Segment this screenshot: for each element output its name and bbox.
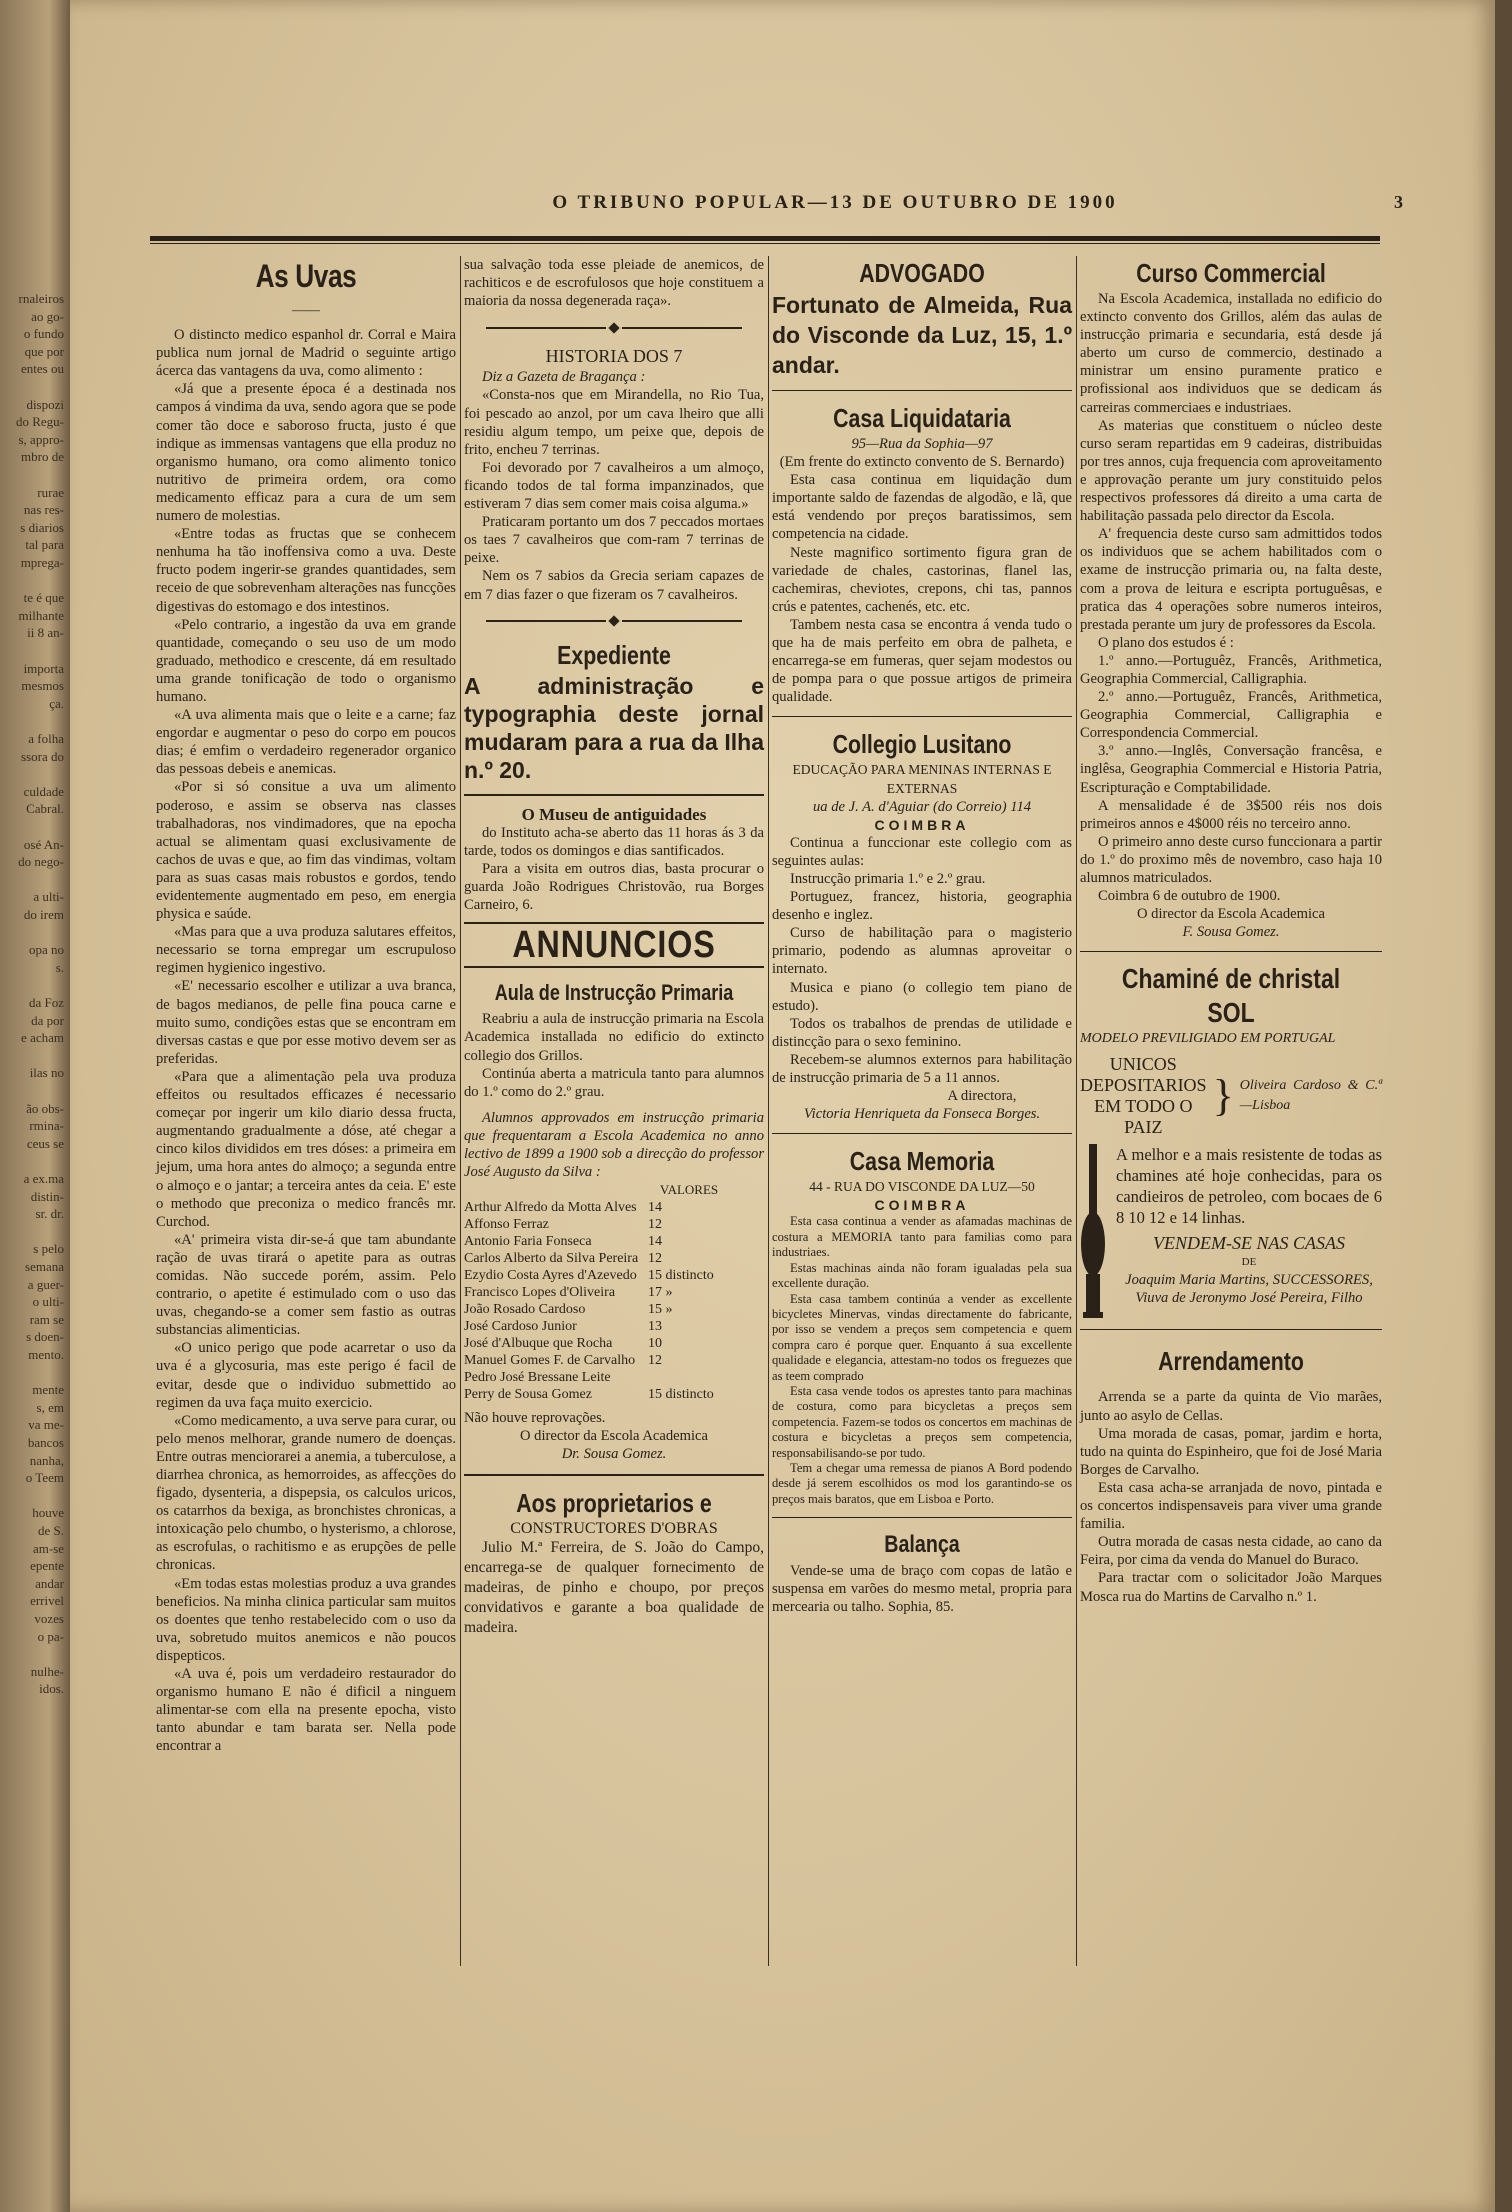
ornament-divider [464,318,764,336]
margin-fragment: do nego- [18,854,64,870]
paragraph: «Entre todas as fructas que se conhecem nenhuma ha tão inoffensiva como a uva. Deste fructo podem ingerir-se grandes quantidades, sem receio de que sobrevenham alterações nas funcções digestivas do estomago e dos intestinos. [156,526,456,615]
paragraph: «Em todas estas molestias produz a uva grandes beneficios. Na minha clinica particular sam muitos os doentes que tenho restabelecido com o uso da uva, sobretudo muitos anemicos e não poucos dispepticos. [156,1575,456,1664]
aula-body [464,1010,764,1100]
margin-fragment: rnaleiros [18,291,64,306]
memoria-address: 44 - RUA DO VISCONDE DA LUZ—50 [809,1179,1035,1195]
student-name: Manuel Gomes F. de Carvalho [464,1353,636,1369]
newspaper-page [70,0,1495,2212]
margin-fragment: houve [32,1505,64,1521]
annuncios-banner-box [464,922,764,968]
margin-fragment: dispozi [26,396,64,412]
divider [772,390,1072,391]
paragraph: Praticaram portanto um dos 7 peccados mortaes os taes 7 cavalheiros que com-ram 7 terrinas de peixe. [464,514,764,567]
paragraph: Na Escola Academica, installada no edificio do extincto convento dos Grillos, além das aulas de instrucção primaria e secundaria, está desde já aberto um curso de commercio, destinado a ministrar um ensino puramente pratico e profissional aos individuos que se dedicam ás carreiras commerciaes e industriaes. [1080,291,1382,416]
student-name: José Cardoso Junior [464,1319,577,1335]
collegio-subtitle: EDUCAÇÃO PARA MENINAS INTERNAS E EXTERNAS [792,762,1052,796]
students-table [464,1199,764,1403]
memoria-body [772,1214,1072,1507]
paragraph: Tem a chegar uma remessa de pianos A Bord podendo desde já serem escolhidos os mod los garantindo-se os preços mais baratos, que em Lisboa e Porto. [772,1460,1072,1506]
collegio-address: ua de J. A. d'Aguiar (do Correio) 114 [812,798,1032,815]
margin-fragment: am-se [32,1540,64,1556]
margin-fragment: mento. [28,1347,64,1362]
aula-signature: Dr. Sousa Gomez. [561,1446,667,1463]
margin-fragment: nanha, [29,1452,64,1468]
paragraph: «A' primeira vista dir-se-á que tam abundante ração de uvas tirará o apetite para as outras comidas. Não succede porém, assim. Pelo contrario, o apetite é estimulado com o uso das uvas, chegando-se a comer sem fastio as outras substancias alimenticias. [156,1231,456,1339]
table-row [464,1301,764,1318]
paragraph: Arrenda se a parte da quinta de Vio marães, junto ao asylo de Cellas. [1080,1389,1382,1424]
collegio-director-label: A directora, [947,1088,1017,1105]
student-name: Carlos Alberto da Silva Pereira [464,1251,639,1267]
margin-fragment: mbro de [21,449,64,465]
chamine-de: DE [1241,1255,1257,1268]
margin-fragment: te é que [23,590,64,606]
proprietarios-title: Aos proprietarios e [516,1487,712,1518]
margin-fragment: semana [25,1259,64,1274]
advogado-title: ADVOGADO [859,258,985,288]
paragraph: «Como medicamento, a uva serve para curar, ou pelo menos melhorar, grande numero de doenças. Entre outras menciorarei a anemia, a tuberculose, a diarrhea chronica, as hemorroides, as affecções do figado, dysenteria, a dispepsia, os calculos uricos, os catarrhos da bexiga, as bronchistes chronicas, a intoxicação pelo chumbo, o hysterismo, a chlorose, as escrofulas, o rachitismo e as erupções de pelle chronicas. [156,1412,456,1574]
balanca-title: Balança [884,1531,960,1559]
liquidataria-address: 95—Rua da Sophia—97 [851,436,993,452]
column-3 [772,256,1072,1616]
margin-fragment: s pelo [33,1241,64,1257]
student-value: 13 [648,1319,662,1335]
divider [464,1474,764,1476]
memoria-city: COIMBRA [874,1197,970,1214]
margin-fragment: do Regu- [15,414,64,430]
student-name: Ezydio Costa Ayres d'Azevedo [464,1268,637,1284]
margin-fragment: rmina- [29,1118,64,1134]
curso-signature: F. Sousa Gomez. [1182,924,1280,941]
header-rule [150,236,1380,241]
chamine-sellers: Joaquim Maria Martins, SUCCESSORES, Viuva de Jeronymo José Pereira, Filho [1125,1271,1373,1306]
divider [772,1517,1072,1518]
collegio-body [772,834,1072,1087]
student-value: 12 [648,1251,662,1267]
student-name: Arthur Alfredo da Motta Alves [464,1200,637,1216]
divider [1080,1329,1382,1330]
paragraph: 3.º anno.—Inglês, Conversação francêsa, e inglêsa, Geographia Commercial e Historia Patria, Escripturação e Comptabilidade. [1080,743,1382,796]
paragraph: Esta casa vende todos os aprestes tanto para machinas de costura, como para bicycletas a preços sem competencia. Fazem-se todos os concertos em machinas de costura e bicycletas a preços sem competencia, responsabilisando-se por tudo. [772,1383,1072,1460]
margin-fragment: o Teem [25,1470,64,1486]
liquidataria-title: Casa Liquidataria [833,403,1011,433]
margin-fragment: epente [30,1558,64,1574]
advogado-text: Fortunato de Almeida, Rua do Visconde da Luz, 15, 1.º andar. [772,292,1072,378]
column-divider [768,256,769,1966]
proprietarios-subtitle: CONSTRUCTORES D'OBRAS [510,1519,718,1537]
margin-fragment: mesmos [21,678,64,694]
paragraph: Instrucção primaria 1.º e 2.º grau. [790,870,986,887]
margin-fragment: distin- [30,1188,64,1204]
lamp-chimney-illustration [1080,1144,1106,1319]
paragraph: Recebem-se alumnos externos para habilitação de instrucção primaria de 5 a 11 annos. [772,1051,1072,1086]
depot-names: Oliveira Cardoso & C.ª—Lisboa [1239,1078,1382,1114]
proprietarios-text: Julio M.ª Ferreira, de S. João do Campo, encarrega-se de qualquer fornecimento de madeiras, de pinho e choupo, por preços convidativos e garante a boa qualidade de madeira. [464,1538,764,1636]
paragraph: Foi devorado por 7 cavalheiros a um almoço, ficando todos de tal forma impanzinados, que estiveram 7 dias sem comer mais coisa alguma.» [464,459,764,513]
chamine-sold-label: VENDEM-SE NAS CASAS [1153,1233,1345,1254]
paragraph: Neste magnifico sortimento figura gran de variedade de chales, castorinas, flanel las, cachemiras, cheviotes, crepons, chi tas, pannos crús e patentes, cachenés, etc. etc. [772,544,1072,615]
margin-fragment: ão obs- [26,1100,64,1116]
expediente-title: Expediente [557,639,671,670]
margin-fragment: importa [23,660,64,676]
margin-fragment: va me- [28,1417,64,1433]
arrendamento-title: Arrendamento [1158,1346,1304,1377]
table-row [464,1199,764,1216]
divider [464,794,764,796]
paragraph: «Consta-nos que em Mirandella, no Rio Tua, foi pescado ao anzol, por um cava lheiro que alli residiu algum tempo, um peixe que, depois de frito, encheu 7 terrinas. [464,387,764,458]
paragraph: Continúa aberta a matricula tanto para alumnos do 1.º como do 2.º grau. [464,1065,764,1100]
margin-fragment: o fundo [23,326,64,342]
paragraph: Esta casa continua a vender as afamadas machinas de costura a MEMORIA tanto para familias como para industriaes. [772,1214,1072,1260]
margin-fragment: entes ou [21,361,64,377]
museu-title: O Museu de antiguidades [521,804,707,824]
margin-fragment: mente [32,1382,64,1398]
valores-label: VALORES [659,1182,719,1198]
margin-fragment: que por [24,343,64,359]
column-1 [156,256,456,1756]
paragraph: Musica e piano (o collegio tem piano de estudo). [772,979,1072,1014]
margin-fragment: a guer- [27,1276,64,1292]
page-number: 3 [1394,192,1403,212]
article-continuation: sua salvação toda esse pleiade de anemicos, de rachiticos e de escrofulosos que hoje constituem a maioria da nossa degenerada raça». [464,257,764,310]
margin-fragment: vozes [34,1611,64,1626]
student-name: José d'Albuque que Rocha [464,1336,613,1352]
approved-intro: Alumnos approvados em instrucção primaria que frequentaram a Escola Academica no anno lectivo de 1899 a 1900 sob a direcção do professor José Augusto da Silva : [464,1109,764,1181]
margin-fragment: e acham [21,1030,64,1046]
paragraph: O primeiro anno deste curso funccionara a partir do 1.º do proximo mês de novembro, caso haja 10 alumnos matriculados. [1080,833,1382,886]
student-name: Antonio Faria Fonseca [464,1234,592,1250]
paragraph: 1.º anno.—Portuguêz, Francês, Arithmetica, Geographia Commercial, Calligraphia. [1080,652,1382,687]
student-value: 15 distincto [648,1268,714,1284]
margin-fragment: sr. dr. [35,1206,64,1222]
student-name: Affonso Ferraz [464,1217,549,1233]
chamine-title: Chaminé de christal SOL [1121,963,1341,1029]
paragraph: Esta casa acha-se arranjada de novo, pintada e os concertos indispensaveis para viver uma grande familia. [1080,1479,1382,1533]
collegio-signature: Victoria Henriqueta da Fonseca Borges. [803,1106,1041,1123]
paragraph: 2.º anno.—Portuguêz, Francês, Arithmetica, Geographia Commercial, Calligraphia e Correspondencia Commercial. [1080,689,1382,742]
margin-fragment: s doen- [26,1329,64,1345]
paragraph: Nem os 7 sabios da Grecia seriam capazes de em 7 dias fazer o que fizeram os 7 cavalheiros. [464,568,764,603]
paragraph: A mensalidade é de 3$500 réis nos dois primeiros annos e 4$000 réis no terceiro anno. [1080,797,1382,832]
paragraph: «A uva é, pois um verdadeiro restaurador do organismo humano E não é dificil a ninguem alimentar-se com ella na presente epocha, visto tanto abundar e tam barata ser. Nella pode encontrar a [156,1666,456,1755]
article-title-uvas: As Uvas [255,258,357,294]
paragraph: Coimbra 6 de outubro de 1900. [1098,888,1281,905]
table-row [464,1284,764,1301]
student-value: 15 » [648,1302,673,1318]
student-value: 10 [648,1336,662,1352]
margin-fragment: ssora do [21,748,64,764]
paragraph: «O unico perigo que pode acarretar o uso da uva é a glycosuria, mas este perigo é facil de evitar, desde que o individuo submettido ao regimen da uva faça muito exercicio. [156,1340,456,1411]
annuncios-banner: ANNUNCIOS [512,924,716,967]
margin-fragment: s. [55,959,64,975]
student-name: Perry de Sousa Gomez [464,1387,592,1403]
paragraph: Esta casa tambem continúa a vender as excellente bicycletes Minervas, vindas directamente do fabricante, por isso se vendem a preços sem competencia e quem compra caro é porque quer. Enquanto á sua excellente qualidade e elegancia, attestam-no todos os freguezes que as teem comprado [772,1291,1072,1383]
margin-fragment: o pa- [37,1628,64,1644]
collegio-city: COIMBRA [874,816,970,833]
table-row [464,1233,764,1250]
table-row [464,1250,764,1267]
paragraph: Tambem nesta casa se encontra á venda tudo o que ha de mais perfeito em obra de palheta, e encarrega-se em fumeras, quer sejam modestos ou de pompa para o que possue artigos de primeira qualidade. [772,616,1072,706]
margin-fragment: do irem [23,907,64,922]
margin-fragment: bancos [27,1435,64,1450]
aula-director: O director da Escola Academica [519,1428,708,1445]
margin-fragment: ao go- [31,308,64,324]
article-body-uvas [156,326,456,1755]
margin-fragment: nulhe- [30,1663,64,1679]
column-divider [460,256,461,1966]
paragraph: «Mas para que a uva produza salutares effeitos, necessario se torna empregar um escrupuloso regimen hygienico ingestivo. [156,924,456,977]
paragraph: Esta casa continua em liquidação dum importante saldo de fazendas de algodão, e lã, que está vendendo por preços baratissimos, sem competencia na cidade. [772,472,1072,543]
margin-fragment: ram se [29,1311,64,1327]
table-row [464,1216,764,1233]
museu-body [464,824,764,914]
margin-fragment: Cabral. [26,801,64,817]
collegio-title: Collegio Lusitano [832,729,1012,760]
column-divider [1076,256,1077,1966]
paragraph: Curso de habilitação para o magisterio primario, podendo as alumnas aproveitar o internato. [772,925,1072,978]
chamine-text: A melhor e a mais resistente de todas as chamines até hoje conhecidas, para os candieiros de petroleo, com bocaes de 6 8 10 12 e 14 linhas. [1116,1145,1382,1228]
table-row [464,1335,764,1352]
dash-separator: —— [292,303,320,318]
student-value: 15 distincto [648,1387,714,1403]
table-row [464,1352,764,1369]
curso-director: O director da Escola Academica [1136,906,1325,923]
paragraph: «A uva alimenta mais que o leite e a carne; faz engordar e augmentar o peso do corpo em poucos dias; é emfim o verdadeiro regenerador organico das pessoas debeis e anemicas. [156,707,456,778]
adjacent-page-edge [0,0,70,2212]
margin-fragment: da por [31,1012,64,1028]
margin-fragment: osé An- [23,836,64,852]
paragraph: Para a visita em outros dias, basta procurar o guarda João Rodrigues Christovão, rua Borges Carneiro, 6. [464,860,764,914]
header-rule-thin [150,243,1380,244]
paragraph: «Já que a presente época é a destinada nos campos á vindima da uva, sendo agora que se pode comer tão doce e saboroso fructa, justo é que indique as immensas vantagens que ella produz no organismo humano, ora como alimento tonico nutritivo de primeira ordem, ora como medicamento efficaz para a cura de um sem numero de molestias. [156,381,456,525]
margin-fragment: errivel [30,1593,64,1609]
margin-fragment: da Foz [28,995,64,1010]
margin-fragment: ça. [49,695,64,711]
paragraph: Reabriu a aula de instrucção primaria na Escola Academica installada no edificio do extincto collegio dos Grillos. [464,1011,764,1064]
paragraph: Todos os trabalhos de prendas de utilidade e distincção para o sexo feminino. [772,1015,1072,1050]
paragraph: do Instituto acha-se aberto das 11 horas ás 3 da tarde, todos os domingos e dias santificados. [464,824,764,859]
table-row [464,1318,764,1335]
depot-block [1080,1054,1382,1138]
paragraph: «E' necessario escolher e utilizar a uva branca, de bagos medianos, de pelle fina pouca carne e muito sumo, condições estas que se encontram em diversas castas e que por esse motivo devem ser as preferidas. [156,978,456,1067]
margin-fragment: o ulti- [32,1294,64,1310]
paragraph: O distincto medico espanhol dr. Corral e Maira publica num jornal de Madrid o seguinte artigo ácerca das vantagens da uva, como alimento : [156,327,456,380]
margin-fragment: nas res- [23,502,64,518]
paragraph: Portuguez, francez, historia, geographia desenho e inglez. [772,889,1072,924]
column-2 [464,256,764,1638]
table-row [464,1267,764,1284]
brace: } [1212,1071,1234,1121]
margin-fragment: tal para [25,537,64,553]
student-name: João Rosado Cardoso [464,1302,586,1318]
liquidataria-address2: (Em frente do extincto convento de S. Bernardo) [779,454,1065,471]
margin-fragment: mprega- [20,555,64,570]
margin-fragment: andar [35,1575,64,1591]
article-body-historia [464,386,764,603]
margin-fragment: ceus se [26,1135,64,1151]
balanca-text: Vende-se uma de braço com copas de latão e suspensa em varões do mesmo metal, propria para mercearia ou talho. Sophia, 85. [772,1563,1072,1616]
student-value: 12 [648,1217,662,1233]
curso-title: Curso Commercial [1136,258,1326,288]
student-value: 14 [648,1234,662,1250]
paragraph: «Para que a alimentação pela uva produza effeitos ou resultados efficazes é necessario começar por ingerir um kilo diario dessa fructa, augmentando gradualmente a dóse, até chegar a cinco kilos divididos em tres dóses: a primeira em jejum, uma hora antes do almoço; a segunda entre o almoço e o jantar; a terceira antes da ceia. E' este o methodo que preconiza o medico francês mr. Curchod. [156,1068,456,1230]
margin-fragment: idos. [39,1681,64,1697]
student-name: Pedro José Bressane Leite [464,1370,611,1386]
margin-fragment: de S. [38,1523,64,1538]
chamine-subtitle: MODELO PREVILIGIADO EM PORTUGAL [1080,1031,1336,1047]
chamine-ad-body [1080,1144,1382,1319]
margin-fragment: opa no [28,942,64,958]
table-row [464,1369,764,1386]
arrendamento-body [1080,1388,1382,1605]
page-header: O TRIBUNO POPULAR—13 DE OUTUBRO DE 1900 [552,192,1118,213]
margin-fragment: ilas no [29,1065,64,1081]
divider [772,1133,1072,1134]
margin-fragment: rurae [37,484,64,500]
article-title-historia: HISTORIA DOS 7 [545,346,683,367]
student-value [648,1369,764,1386]
margin-fragment: ii 8 an- [27,625,64,641]
paragraph: Para tractar com o solicitador João Marques Mosca rua do Martins de Carvalho n.º 1. [1080,1570,1382,1605]
paragraph: Uma morada de casas, pomar, jardim e horta, tudo na quinta do Espinheiro, que foi de José Maria Borges de Carvalho. [1080,1425,1382,1478]
paragraph: A' frequencia deste curso sam admittidos todos os individuos que se achem habilitados com o exame de instrucção primaria ou, na falta deste, com a prova de leitura e escripta portuguêsas, e pratica das 4 operações sobre numeros inteiros, prestada perante um jury de professores da Escola. [1080,526,1382,633]
aula-title: Aula de Instrucção Primaria [494,980,734,1006]
memoria-title: Casa Memoria [849,1146,995,1177]
paragraph: «Por si só consitue a uva um alimento poderoso, e assim se observa nas classes trabalhadoras, nos vindimadores, que na epocha actual se alimentam quasi exclusivamente de cachos de uvas e que, ao fim das vindimas, voltam para as suas casas mais robustos e gordos, tendo evidentemente augmentado em peso, em energia physica e saúde. [156,779,456,923]
no-fail-note: Não houve reprovações. [464,1410,606,1427]
paragraph: «Pelo contrario, a ingestão da uva em grande quantidade, começando o seu uso de um modo graduado, methodico e crescente, dá em resultado uma grande tonificação de todo o organismo humano. [156,616,456,705]
paragraph: As materias que constituem o núcleo deste curso seram repartidas em 9 cadeiras, distribuidas por tres annos, cuja frequencia com aproveitamento e approvação perante um jury constituido pelos respectivos professores dá direito a uma carta de habilitação passada pelo director da Escola. [1080,417,1382,525]
divider [1080,951,1382,952]
liquidataria-body [772,471,1072,706]
paragraph: Outra morada de casas nesta cidade, ao cano da Feira, por cima da venda do Manuel do Buraco. [1080,1534,1382,1569]
margin-fragment: a ulti- [33,889,64,905]
table-row [464,1386,764,1403]
ornament-divider [464,612,764,630]
student-value: 17 » [648,1285,673,1301]
expediente-text: A administração e typographia deste jornal mudaram para a rua da Ilha n.º 20. [464,672,764,783]
historia-lead: Diz a Gazeta de Bragança : [482,369,646,386]
divider [772,716,1072,717]
paragraph: Continua a funccionar este collegio com as seguintes aulas: [772,834,1072,869]
margin-fragment: milhante [18,607,64,623]
curso-body [1080,290,1382,905]
student-name: Francisco Lopes d'Oliveira [464,1285,616,1301]
margin-fragment: culdade [23,783,64,799]
margin-fragment: s, appro- [18,431,64,447]
margin-fragment: s diarios [20,519,64,535]
margin-fragment: s, em [36,1399,64,1415]
student-value: 14 [648,1200,662,1216]
column-4 [1080,256,1382,1606]
margin-fragment: a ex.ma [23,1171,64,1186]
depot-label: UNICOS DEPOSITARIOS EM TODO O PAIZ [1080,1054,1207,1138]
paragraph: Estas machinas ainda não foram igualadas pela sua excellente duração. [772,1260,1072,1291]
margin-fragment: a folha [28,731,64,746]
paragraph: O plano dos estudos é : [1098,634,1234,651]
student-value: 12 [648,1353,662,1369]
